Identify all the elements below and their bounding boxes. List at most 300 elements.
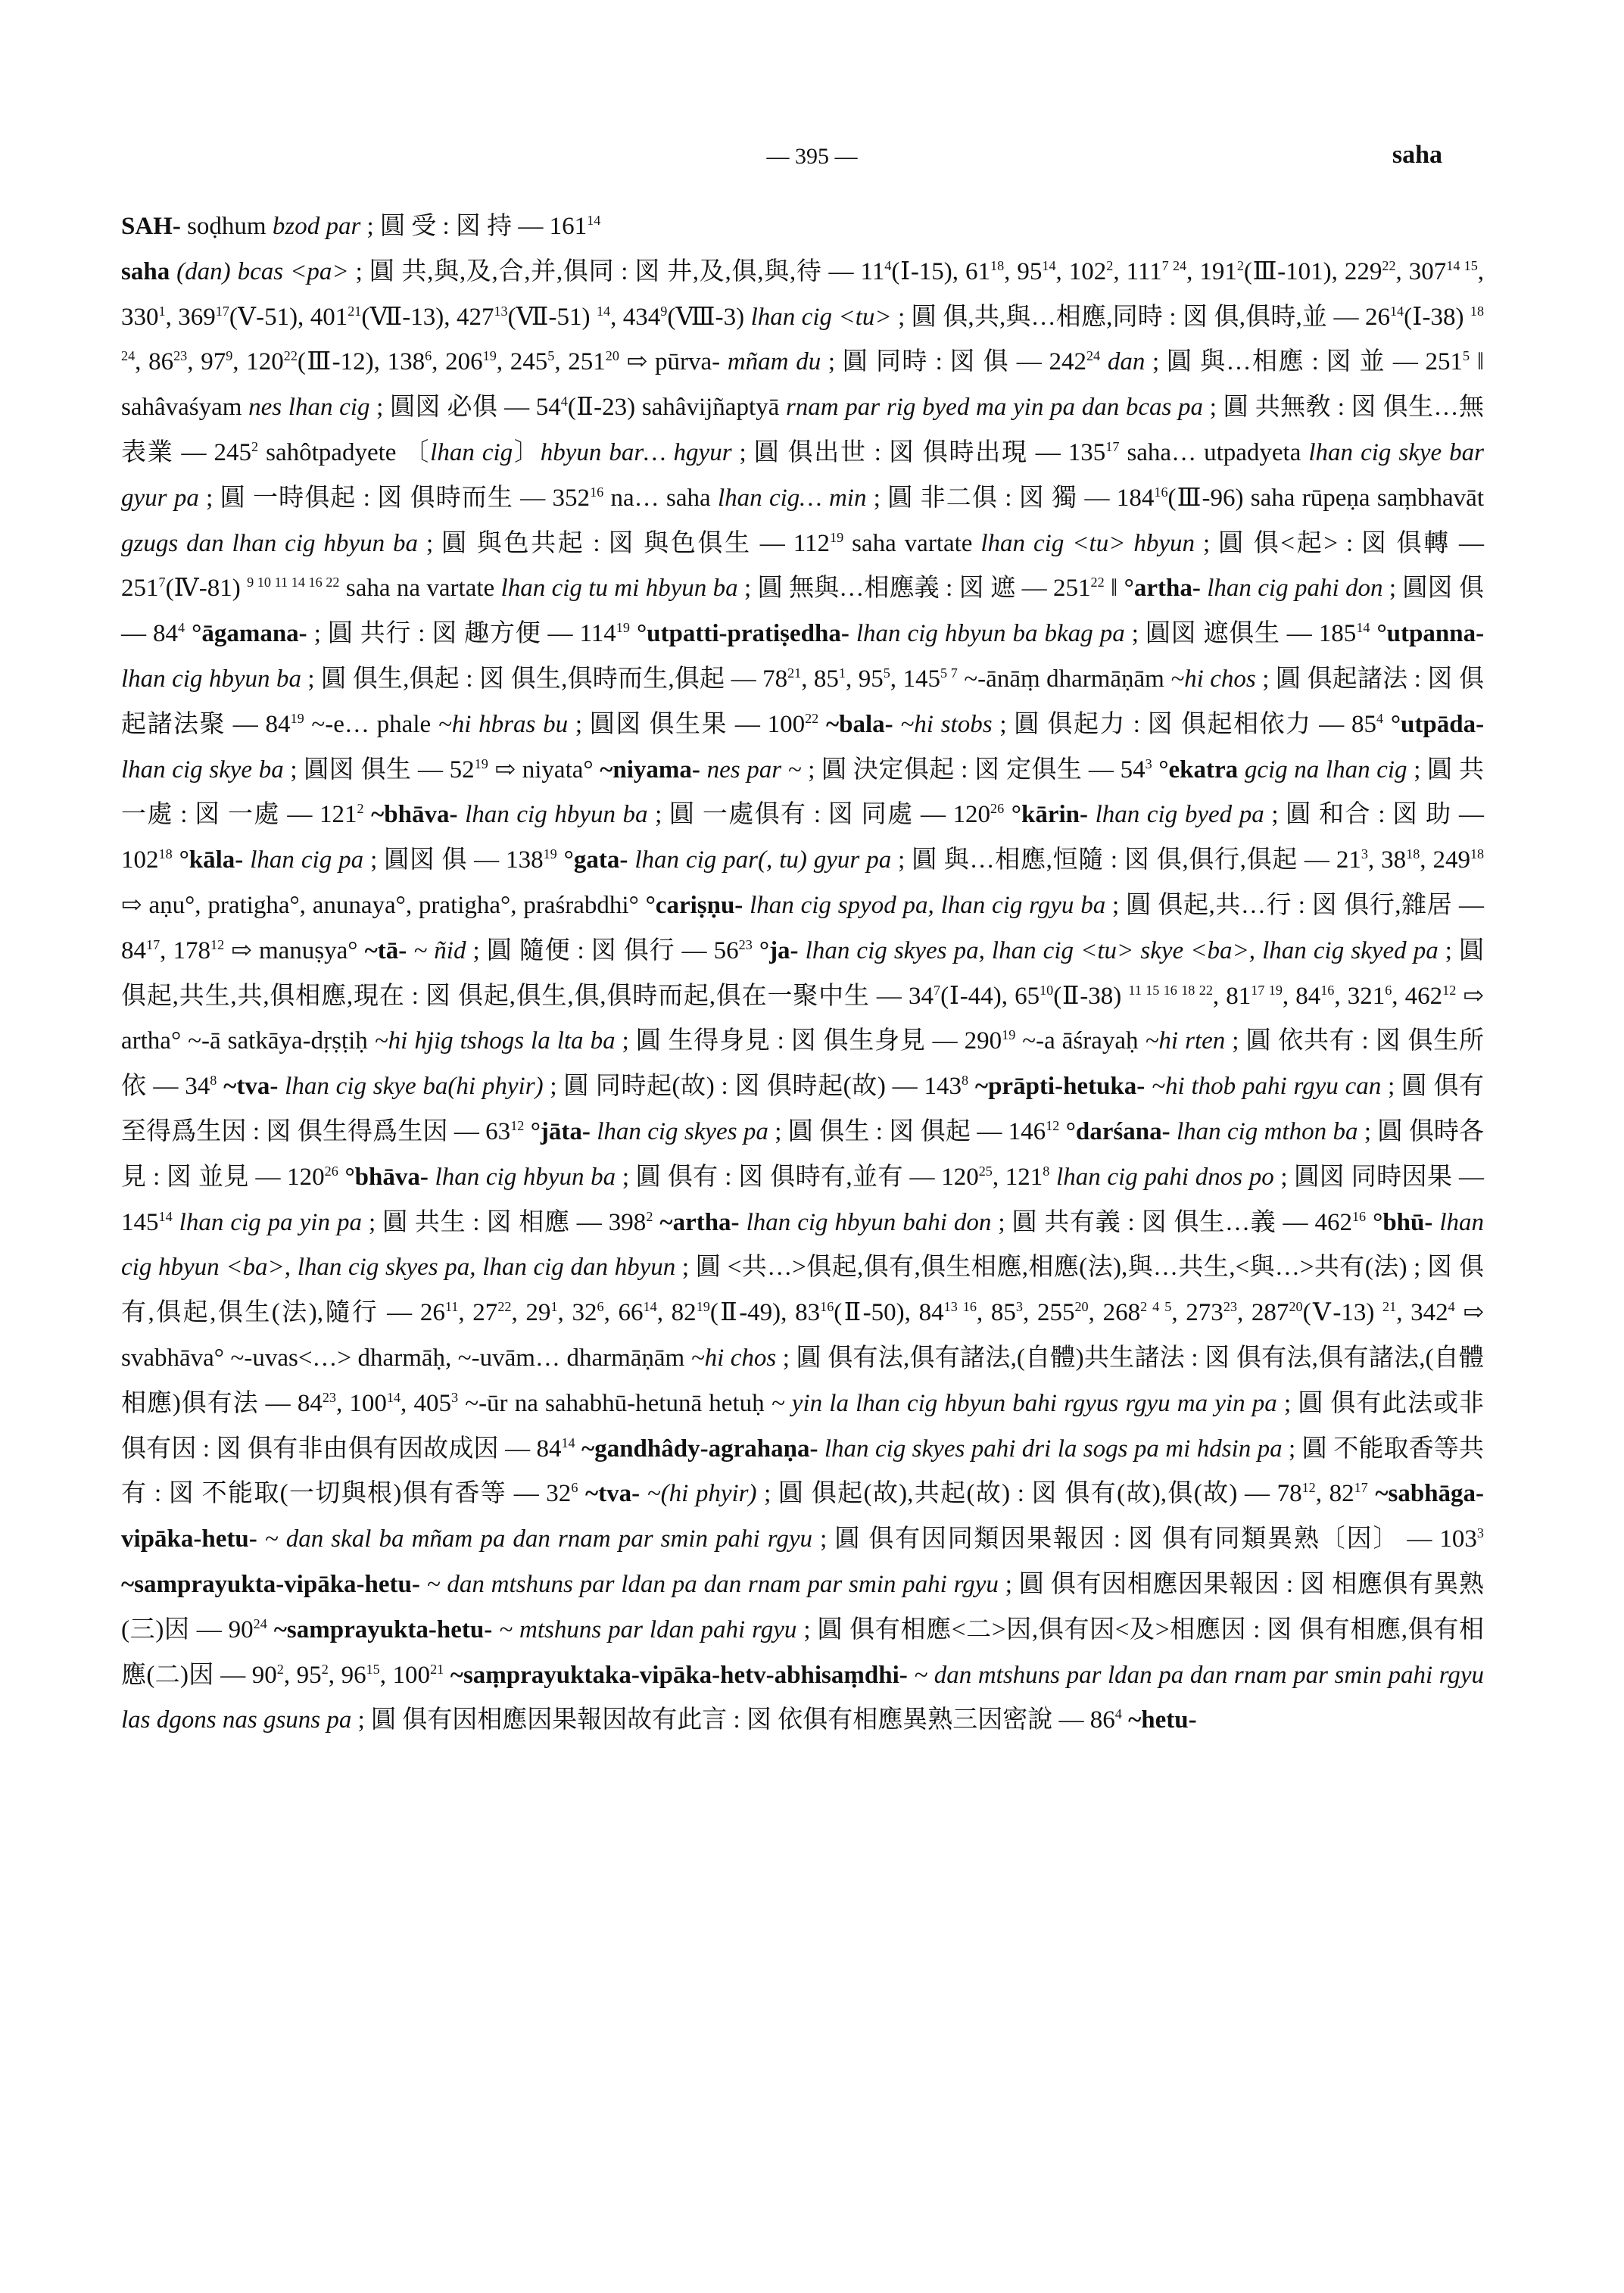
tibetan-equivalent: hbyun bar… hgyur — [540, 438, 732, 466]
footnote-ref: 5 — [1463, 348, 1470, 364]
entry-text: ; 圓 俱有至得爲生因 : 図 俱生得爲生因 — 63 — [121, 1073, 1485, 1145]
tibetan-equivalent: lhan cig byed pa — [1095, 801, 1264, 829]
entry-text — [640, 1480, 647, 1507]
footnote-ref: 16 — [1154, 484, 1168, 500]
entry-text: , 342 — [1396, 1299, 1448, 1327]
entry-text — [267, 1616, 274, 1643]
entry-text — [1238, 756, 1245, 784]
entry-text: , 85 — [801, 665, 839, 693]
footnote-ref: 14 — [386, 1389, 401, 1405]
footnote-ref: 3 — [1015, 1299, 1023, 1315]
tibetan-equivalent: lhan cig mthon ba — [1176, 1117, 1358, 1145]
entry-text: ; 圓 生得身見 : 図 俱生身見 — 290 — [615, 1027, 1002, 1055]
footnote-ref: 21 — [1382, 1299, 1397, 1315]
entry-text — [700, 756, 707, 784]
entry-text: , 405 — [401, 1389, 451, 1417]
entry-text: , 66 — [603, 1299, 644, 1327]
entry-text: , 307 — [1395, 257, 1447, 285]
footnote-ref: 2 — [1236, 257, 1244, 273]
footnote-ref: 19 — [543, 846, 557, 862]
headword: °artha- — [1124, 575, 1201, 603]
footnote-ref: 4 — [560, 394, 568, 410]
headword: °utpanna- — [1376, 620, 1485, 648]
entry-text: ; 圓 依共有 : 図 俱生所依 — 34 — [121, 1027, 1485, 1101]
entry-text: ; 圓図 俱 — 138 — [363, 846, 544, 874]
tibetan-equivalent: lhan cig <tu> hbyun — [980, 529, 1195, 557]
footnote-ref: 24 — [253, 1615, 267, 1631]
footnote-ref: 14 — [1389, 303, 1404, 319]
tibetan-equivalent: mñam du — [727, 348, 821, 376]
footnote-ref: 8 — [1043, 1163, 1050, 1179]
footnote-ref: 2 — [646, 1208, 653, 1224]
tibetan-equivalent: lhan cig pa — [250, 846, 364, 874]
footnote-ref: 24 — [1086, 348, 1101, 364]
entry-text: ⇨ pūrva- — [619, 348, 728, 376]
footnote-ref: 2 4 5 — [1140, 1299, 1172, 1315]
tibetan-equivalent: lhan cig hbyun <ba>, lhan cig skyes pa, lhan cig dan hbyun — [121, 1208, 1485, 1282]
tibetan-equivalent: lhan cig pahi don — [1207, 575, 1383, 603]
entry-text: ; 圓 不能取香等共有 : 図 不能取(一切與根)俱有香等 — 32 — [121, 1435, 1485, 1508]
footnote-ref: 3 — [450, 1389, 459, 1405]
headword: ~bhāva- — [371, 801, 458, 829]
entry-text: , 191 — [1186, 257, 1237, 285]
entry-text: , 120 — [232, 348, 284, 376]
entry-text: ; 圓 同時 : 図 俱 — 242 — [821, 348, 1086, 376]
entry-text: , 82 — [656, 1299, 697, 1327]
footnote-ref: 10 — [1040, 982, 1054, 998]
entry-text: ⇨ manuṣya° — [224, 936, 365, 964]
footnote-ref: 16 — [1351, 1208, 1367, 1224]
footnote-ref: 14 — [1356, 620, 1370, 636]
entry-text: ; 圓 <共…>俱起,俱有,俱生相應,相應(法),與…共生,<與…>共有(法) ; 図 俱有,俱起,俱生(法),隨行 — 26 — [121, 1254, 1484, 1327]
headword: °kāla- — [179, 846, 244, 874]
entry-text: ; 圓 俱有 : 図 俱時有,並有 — 120 — [616, 1163, 979, 1191]
entry-text: , 95 — [846, 665, 884, 693]
entry-text: ~-e… phale — [304, 710, 438, 738]
footnote-ref: 17 — [1105, 438, 1120, 454]
entry-text — [1152, 756, 1159, 784]
footnote-ref: 18 — [158, 846, 173, 862]
headword: ~sabhāga-vipāka-hetu- — [121, 1480, 1485, 1553]
footnote-ref: 18 24 — [121, 303, 1485, 364]
footnote-ref: 20 — [1289, 1299, 1303, 1315]
footnote-ref: 6 — [425, 348, 432, 364]
footnote-ref: 19 — [482, 348, 497, 364]
headword: °āgamana- — [192, 620, 307, 648]
entry-text: ~-a āśrayaḥ — [1015, 1027, 1146, 1055]
footnote-ref: 23 — [173, 348, 188, 364]
entry-text: (Ⅲ-101), 229 — [1243, 257, 1382, 285]
tibetan-equivalent: lhan cig hbyun ba — [435, 1163, 616, 1191]
headword: ~prāpti-hetuka- — [974, 1073, 1146, 1101]
entry-text: ; 圓図 俱生 — 52 — [283, 756, 475, 784]
entry-text — [524, 1118, 530, 1145]
entry-text: ; 圓 決定俱起 : 図 定俱生 — 54 — [801, 756, 1146, 784]
entry-text: , 178 — [160, 936, 210, 964]
tibetan-equivalent: nes par ~ — [706, 756, 802, 784]
entry-text: , 29 — [511, 1299, 551, 1327]
footnote-ref: 4 — [1114, 1706, 1122, 1722]
tibetan-equivalent: ~ dan mtshuns par ldan pa dan rnam par smin pahi rgyu — [426, 1570, 999, 1598]
footnote-ref: 4 — [1376, 710, 1384, 726]
tibetan-equivalent: ~hi chos — [690, 1344, 777, 1372]
tibetan-equivalent: lhan cig skye ba(hi phyir) — [285, 1073, 544, 1101]
entry-text — [1145, 1073, 1152, 1100]
footnote-ref: 22 — [497, 1299, 512, 1315]
entry-text: saha vartate — [843, 529, 981, 557]
entry-text — [1383, 711, 1391, 738]
entry-text — [1004, 801, 1011, 828]
footnote-ref: 19 — [696, 1299, 710, 1315]
headword: ~tva- — [223, 1073, 279, 1101]
entry-text: ; 圓 一處俱有 : 図 同處 — 120 — [647, 801, 991, 829]
entry-text: , 100 — [335, 1389, 387, 1417]
entry-text — [278, 1073, 285, 1100]
entry-text — [173, 846, 179, 874]
entry-text — [1122, 1706, 1128, 1734]
entry-text: ; 圓 共無敎 : 図 俱生…無表業 — 245 — [121, 394, 1484, 466]
entry-text: ⇨ niyata° — [488, 756, 600, 784]
tibetan-equivalent: lhan cig… min — [717, 484, 867, 512]
entry-text: (Ⅰ-15), 61 — [891, 257, 991, 285]
tibetan-equivalent: lhan cig tu mi hbyun ba — [500, 575, 738, 603]
footnote-ref: 19 — [830, 529, 844, 545]
entry-text: ; 圓 俱起,共…行 : 図 俱行,雜居 — 84 — [121, 891, 1484, 964]
headword: °cariṣṇu- — [645, 891, 743, 919]
footnote-ref: 18 — [1406, 846, 1420, 862]
footnote-ref: 2 — [1106, 257, 1114, 273]
entry-text — [893, 711, 901, 738]
entry-text: ; 圓 俱起諸法 : 図 俱起諸法聚 — 84 — [121, 665, 1485, 738]
footnote-ref: 17 — [1354, 1480, 1368, 1496]
headword: °bhū- — [1373, 1208, 1433, 1236]
footnote-ref: 1 — [550, 1299, 558, 1315]
entry-text: (Ⅴ-51), 401 — [229, 303, 348, 331]
entry-text: saha… utpadyeta — [1119, 438, 1309, 466]
entry-text: (Ⅶ-51) — [507, 303, 597, 331]
tibetan-equivalent: ~ yin la lhan cig hbyun bahi rgyus rgyu ma yin pa — [771, 1389, 1277, 1417]
tibetan-equivalent: lhan cig pahi dnos po — [1056, 1163, 1274, 1191]
tibetan-equivalent: lhan cig <tu> — [750, 303, 892, 331]
entry-text: , 100 — [379, 1661, 431, 1689]
entry-text: ; 圓 一時俱起 : 図 俱時而生 — 352 — [198, 484, 591, 512]
entry-text — [257, 1525, 265, 1553]
entry-text: ; 圓 俱有法,俱有諸法,(自體)共生諸法 : 図 俱有法,俱有諸法,(自體相應)俱有法 — 84 — [121, 1344, 1484, 1417]
entry-text: , 434 — [610, 303, 661, 331]
footnote-ref: 14 — [561, 1435, 575, 1450]
entry-text — [753, 937, 759, 964]
entry-text — [818, 1435, 824, 1463]
headword: ~saṃprayuktaka-vipāka-hetv-abhisaṃdhi- — [450, 1661, 908, 1689]
tibetan-equivalent: ~hi hjig tshogs la lta ba — [374, 1027, 616, 1055]
entry-text: ; 圓 共有義 : 図 俱生…義 — 462 — [991, 1208, 1352, 1236]
footnote-ref: 2 — [321, 1661, 329, 1677]
footnote-ref: 9 — [660, 303, 668, 319]
footnote-ref: 13 16 — [943, 1299, 977, 1315]
footnote-ref: 6 — [571, 1480, 578, 1496]
footnote-ref: 3 — [1361, 846, 1368, 862]
entry-text: (Ⅷ-3) — [667, 303, 751, 331]
entry-text: ⇨ svabhāva° ~-uvas<…> dharmāḥ, ~-uvām… dharmāṇām — [121, 1299, 1485, 1372]
headword: ~bala- — [825, 710, 893, 738]
footnote-ref: 6 — [1385, 982, 1392, 998]
dictionary-body — [121, 204, 1484, 1743]
entry-text: , 268 — [1088, 1299, 1141, 1327]
footnote-ref: 4 — [1448, 1299, 1455, 1315]
footnote-ref: 18 — [990, 257, 1005, 273]
footnote-ref: 3 — [1476, 1525, 1484, 1541]
footnote-ref: 14 — [587, 213, 601, 228]
entry-text: ; 圓 俱有相應<二>因,俱有因<及>相應因 : 図 俱有相應,俱有相應(二)因 — 90 — [121, 1615, 1485, 1689]
footnote-ref: 22 — [1090, 575, 1105, 590]
tibetan-equivalent: ~ ñid — [413, 936, 466, 964]
entry-text: na… saha — [603, 484, 718, 512]
entry-text: , 145 — [890, 665, 940, 693]
entry-text: ; 圓 俱出世 : 図 俱時出現 — 135 — [731, 438, 1106, 466]
entry-text — [818, 711, 826, 738]
headword: ~tva- — [585, 1480, 641, 1508]
entry-text: ; 圓 同時起(故) : 図 俱時起(故) — 143 — [543, 1073, 962, 1101]
entry-text — [407, 937, 413, 964]
entry-text — [591, 1118, 597, 1145]
footnote-ref: 7 24 — [1161, 257, 1187, 273]
headword: °bhāva- — [344, 1163, 429, 1191]
headword: °kārin- — [1011, 801, 1089, 829]
entry-text: (Ⅳ-81) — [165, 575, 248, 603]
entry-text — [578, 1480, 585, 1507]
tibetan-equivalent: lhan cig skyes pa, lhan cig <tu> skye <ba>, lhan cig skyed pa — [805, 936, 1439, 964]
entry-text: ; 圓 無與…相應義 : 図 遮 — 251 — [737, 575, 1091, 603]
footnote-ref: 2 — [251, 438, 259, 454]
headword: °gata- — [563, 846, 628, 874]
footnote-ref: 22 — [283, 348, 298, 364]
entry-text: (Ⅴ-13) — [1302, 1299, 1383, 1327]
footnote-ref: 5 — [883, 665, 890, 681]
entry-text: ~-ānāṃ dharmāṇām — [957, 665, 1171, 693]
entry-text: , 97 — [187, 348, 226, 376]
footnote-ref: 16 — [820, 1299, 834, 1315]
entry-text: , 245 — [496, 348, 548, 376]
entry-text: ; 圓 共生 : 図 相應 — 398 — [361, 1208, 647, 1236]
footnote-ref: 1 — [158, 303, 166, 319]
footnote-ref: 13 — [494, 303, 508, 319]
entry-text — [458, 801, 466, 828]
headword: °ja- — [759, 936, 799, 964]
entry-text: (Ⅲ-12), 138 — [297, 348, 425, 376]
entry-text: , 95 — [283, 1661, 322, 1689]
footnote-ref: 1 — [838, 665, 846, 681]
entry-text: , 84 — [1282, 982, 1321, 1010]
entry-text: , 85 — [976, 1299, 1016, 1327]
headword: ~samprayukta-hetu- — [273, 1615, 493, 1643]
tibetan-equivalent: lhan cig hbyun ba — [121, 665, 301, 693]
footnote-ref: 16 — [1320, 982, 1335, 998]
entry-text — [420, 1571, 427, 1598]
tibetan-equivalent: lhan cig hbyun ba bkag pa — [856, 620, 1125, 648]
entry-text — [444, 1662, 450, 1689]
entry-text: (Ⅱ-50), 84 — [834, 1299, 944, 1327]
entry-text: ; 圓 受 : 図 持 — 161 — [360, 213, 588, 240]
entry-text: ; 圓 俱時各見 : 図 並見 — 120 — [121, 1117, 1485, 1191]
footnote-ref: 22 — [1382, 257, 1396, 273]
entry-text — [243, 846, 250, 874]
entry-text: ; 圓図 俱 — 84 — [121, 575, 1485, 648]
footnote-ref: 4 — [884, 257, 892, 273]
footnote-ref: 11 — [444, 1299, 459, 1315]
footnote-ref: 5 7 — [940, 665, 958, 681]
entry-text — [429, 1164, 435, 1191]
headword: °darśana- — [1065, 1117, 1170, 1145]
entry-text — [1366, 1209, 1373, 1236]
headword: °utpāda- — [1390, 710, 1485, 738]
entry-text: ‖ — [1104, 575, 1124, 603]
footnote-ref: 23 — [738, 936, 753, 952]
tibetan-equivalent: lhan cig hbyun bahi don — [746, 1208, 992, 1236]
footnote-ref: 19 — [474, 756, 488, 771]
entry-text: , 249 — [1420, 846, 1470, 874]
footnote-ref: 9 — [226, 348, 233, 364]
entry-text — [364, 801, 372, 828]
footnote-ref: 12 — [210, 936, 225, 952]
entry-text: (Ⅱ-38) — [1053, 982, 1129, 1010]
tibetan-equivalent: ~hi rten — [1145, 1027, 1226, 1055]
entry-text: ; 圓 與…相應 : 図 並 — 251 — [1145, 348, 1463, 376]
tibetan-equivalent: gzugs dan lhan cig hbyun ba — [121, 529, 419, 557]
tibetan-equivalent: rnam par rig byed ma yin pa dan bcas pa — [785, 394, 1204, 422]
entry-text: , 321 — [1334, 982, 1386, 1010]
entry-text — [743, 892, 750, 919]
entry-text: ; 圓 與…相應,恒隨 : 図 俱,俱行,俱起 — 21 — [891, 846, 1361, 874]
entry-text — [1201, 575, 1207, 602]
tibetan-equivalent: lhan cig spyod pa, lhan cig rgyu ba — [750, 891, 1106, 919]
entry-text: soḍhum — [180, 213, 273, 240]
entry-text: ; 圓 俱起,共生,共,俱相應,現在 : 図 俱起,俱生,俱,俱時而起,俱在一聚中生 — 34 — [121, 936, 1485, 1010]
footnote-ref: 12 — [1046, 1117, 1060, 1133]
entry-text: ; 圓 與色共起 : 図 與色俱生 — 112 — [418, 529, 831, 557]
footnote-ref: 20 — [605, 348, 619, 364]
tibetan-equivalent: lhan cig skyes pa — [597, 1117, 768, 1145]
footnote-ref: 21 — [430, 1661, 444, 1677]
entry-text: ; 圓 俱,共,與…相應,同時 : 図 俱,俱時,並 — 26 — [891, 303, 1390, 331]
entry-text: ⇨ aṇu°, pratigha°, anunaya°, pratigha°, praśrabdhi° — [121, 891, 646, 919]
footnote-ref: 7 — [933, 982, 941, 998]
tibetan-equivalent: dan — [1107, 348, 1146, 376]
entry-text: ; 圓図 同時因果 — 145 — [121, 1163, 1485, 1236]
entry-text: , 251 — [554, 348, 606, 376]
footnote-ref: 7 — [158, 575, 166, 590]
page-header — [0, 141, 1624, 182]
entry-text: ; 圓 俱起力 : 図 俱起相依力 — 85 — [992, 710, 1376, 738]
headword: °ekatra — [1158, 756, 1239, 784]
footnote-ref: 4 — [178, 620, 185, 636]
entry-text: , 86 — [135, 348, 174, 376]
tibetan-equivalent: ~hi chos — [1170, 665, 1256, 693]
entry-text: , 462 — [1392, 982, 1443, 1010]
tibetan-equivalent: lhan cig skye ba — [121, 756, 284, 784]
entry-text: , 95 — [1004, 257, 1043, 285]
entry-text: saha na vartate — [339, 575, 501, 603]
footnote-ref: 21 — [348, 303, 362, 319]
entry-text: , 369 — [165, 303, 216, 331]
entry-text: ; 圓 俱生,俱起 : 図 俱生,俱時而生,俱起 — 78 — [301, 665, 788, 693]
entry-text: ; 圓 俱有此法或非俱有因 : 図 俱有非由俱有因故成因 — 84 — [121, 1389, 1485, 1463]
footnote-ref: 19 — [1002, 1027, 1016, 1043]
footnote-ref: 3 — [1145, 756, 1152, 771]
entry-text: (Ⅶ-13), 427 — [361, 303, 494, 331]
footnote-ref: 12 — [1442, 982, 1457, 998]
tibetan-equivalent: lhan cig pa yin pa — [179, 1208, 362, 1236]
entry-text: sahôtpadyete 〔 — [258, 438, 431, 466]
running-head: saha — [1392, 141, 1442, 169]
entry-text: ; 圓 俱生 : 図 俱起 — 146 — [768, 1117, 1046, 1145]
entry-text: (Ⅱ-49), 83 — [709, 1299, 821, 1327]
entry-text — [1100, 348, 1108, 375]
entry-text: , 82 — [1315, 1480, 1354, 1508]
entry-text: , 96 — [328, 1661, 366, 1689]
tibetan-equivalent: lhan cig par(, tu) gyur pa — [634, 846, 892, 874]
headword: SAH- — [121, 213, 181, 240]
headword: ~artha- — [659, 1208, 740, 1236]
footnote-ref: 23 — [1223, 1299, 1237, 1315]
entry-text: ⇨ artha° ~-ā satkāya-dṛṣṭiḥ — [121, 982, 1485, 1055]
footnote-ref: 5 — [547, 348, 555, 364]
entry-text — [557, 846, 564, 874]
entry-text: ; 圓 共行 : 図 趣方便 — 114 — [307, 620, 616, 648]
entry-text — [217, 1073, 223, 1100]
footnote-ref: 12 — [1301, 1480, 1316, 1496]
entry-text: ; 圓 隨便 : 図 俱行 — 56 — [466, 936, 739, 964]
entry-text — [849, 620, 856, 647]
entry-text: ; 圓 和合 : 図 助 — 102 — [121, 801, 1485, 874]
entry-text: , 111 — [1113, 257, 1162, 285]
footnote-ref: 21 — [787, 665, 802, 681]
footnote-ref: 17 19 — [1251, 982, 1283, 998]
entry-text: , 38 — [1367, 846, 1407, 874]
entry-text — [630, 620, 637, 647]
footnote-ref: 14 15 — [1446, 257, 1478, 273]
entry-text — [492, 1616, 499, 1643]
entry-text — [740, 1209, 747, 1236]
entry-text — [1059, 1118, 1065, 1145]
entry-text — [1088, 801, 1096, 828]
footnote-ref: 2 — [357, 801, 364, 817]
entry-text: , 27 — [458, 1299, 498, 1327]
footnote-ref: 25 — [978, 1163, 993, 1179]
entry-text: , 81 — [1212, 982, 1252, 1010]
tibetan-equivalent: ~hi hbras bu — [438, 710, 569, 738]
footnote-ref: 14 — [643, 1299, 657, 1315]
tibetan-equivalent: ~hi stobs — [900, 710, 993, 738]
entry-text — [1368, 1480, 1376, 1507]
footnote-ref: 19 — [290, 710, 304, 726]
entry-text: ; 圓図 俱生果 — 100 — [568, 710, 806, 738]
dictionary-entry-sah — [121, 204, 1484, 250]
tibetan-equivalent: ~ dan skal ba mñam pa dan rnam par smin pahi rgyu — [264, 1525, 813, 1553]
headword: ~samprayukta-vipāka-hetu- — [121, 1570, 420, 1598]
entry-text — [628, 846, 634, 874]
page-number: — 395 — — [766, 144, 858, 169]
footnote-ref: 17 — [215, 303, 229, 319]
tibetan-equivalent: ~hi thob pahi rgyu can — [1152, 1073, 1382, 1101]
footnote-ref: 6 — [597, 1299, 604, 1315]
headword: ~niyama- — [600, 756, 700, 784]
entry-text — [1049, 1164, 1056, 1191]
entry-text — [173, 1209, 179, 1236]
tibetan-equivalent: lhan cig hbyun ba — [465, 801, 648, 829]
footnote-ref: 14 — [596, 303, 611, 319]
entry-text: , 121 — [992, 1163, 1043, 1191]
tibetan-equivalent: lhan cig skye bar gyur pa — [121, 438, 1485, 512]
